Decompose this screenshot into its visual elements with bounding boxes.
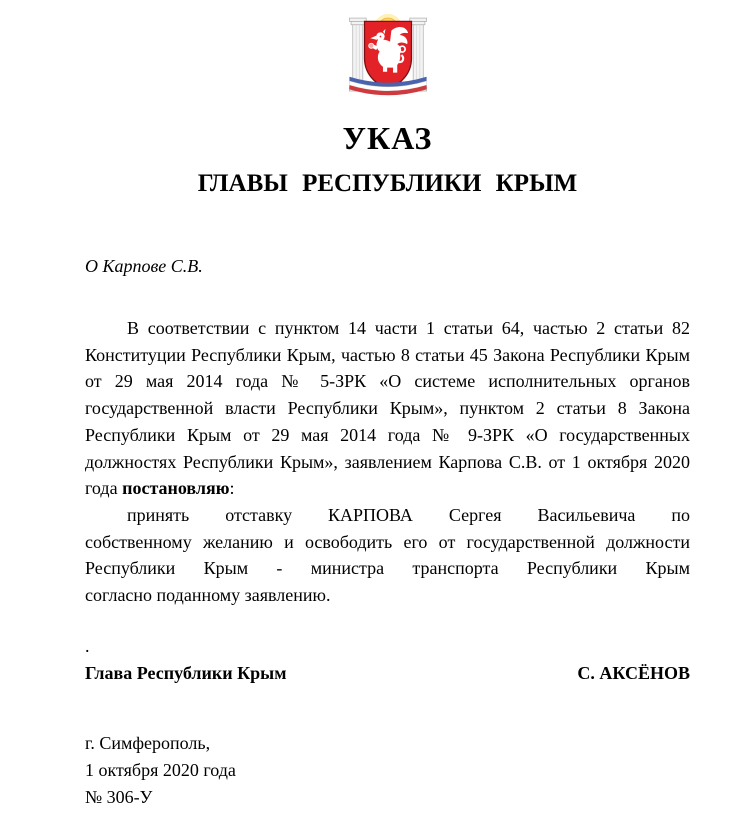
footer-number: № 306-У bbox=[85, 786, 153, 807]
footer-date: 1 октября 2020 года bbox=[85, 759, 236, 780]
paragraph-line: принять отставку КАРПОВА Сергея Васильевича по bbox=[127, 504, 690, 525]
paragraph-line: Конституции Республики Крым, частью 8 статьи 45 Закона Республики Крым bbox=[85, 344, 690, 365]
decree-document-page bbox=[0, 8, 731, 832]
signature-title: Глава Республики Крым bbox=[85, 662, 287, 683]
decree-paragraph-2 bbox=[85, 502, 690, 609]
paragraph-line bbox=[85, 475, 690, 502]
paragraph-line: согласно поданному заявлению. bbox=[85, 585, 331, 606]
paragraph-line: собственному желанию и освободить его от государственной должности bbox=[85, 531, 690, 552]
footer-city: г. Симферополь, bbox=[85, 732, 211, 753]
resolution-colon: : bbox=[229, 478, 235, 499]
crimea-coat-of-arms-icon bbox=[346, 8, 430, 107]
decree-title: УКАЗ bbox=[342, 120, 433, 156]
decree-footer bbox=[85, 730, 690, 811]
paragraph-line: Республики Крым от 29 мая 2014 года № 9-ЗРК «О государственных bbox=[85, 424, 690, 445]
resolution-keyword: постановляю bbox=[122, 478, 230, 499]
resolution-lead-text: года bbox=[85, 478, 123, 499]
paragraph-line: от 29 мая 2014 года № 5-ЗРК «О системе исполнительных органов bbox=[85, 371, 690, 392]
signature-name: С. АКСЁНОВ bbox=[577, 662, 690, 683]
paragraph-line: В соответствии с пунктом 14 части 1 статьи 64, частью 2 статьи 82 bbox=[127, 318, 690, 338]
pre-signature-mark: . bbox=[85, 635, 90, 656]
paragraph-line: должностях Республики Крым», заявлением Карпова С.В. от 1 октября 2020 bbox=[85, 451, 690, 472]
decree-org-title: ГЛАВЫ РЕСПУБЛИКИ КРЫМ bbox=[197, 170, 578, 197]
signature-row bbox=[85, 660, 690, 687]
decree-subject: О Карпове С.В. bbox=[85, 256, 203, 276]
paragraph-line: государственной власти Республики Крым», пунктом 2 статьи 8 Закона bbox=[85, 398, 690, 419]
paragraph-line: Республики Крым - министра транспорта Республики Крым bbox=[85, 558, 690, 579]
emblem-container bbox=[85, 8, 690, 107]
decree-paragraph-1 bbox=[85, 315, 690, 502]
